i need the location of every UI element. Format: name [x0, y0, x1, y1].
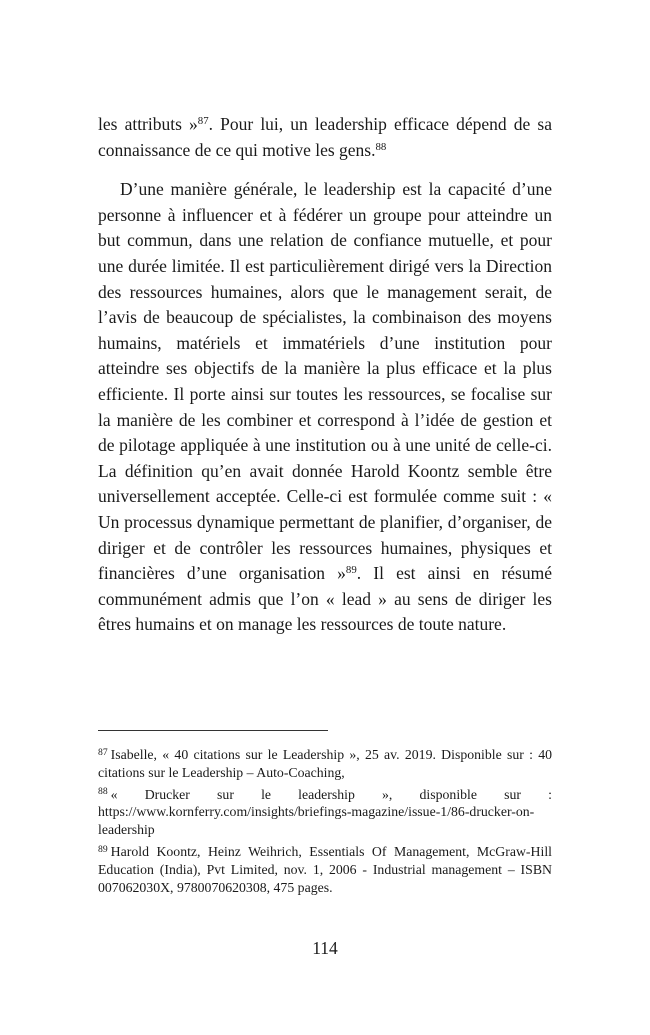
body-text [98, 112, 552, 638]
paragraph-1 [98, 112, 552, 163]
footnote-number: 87 [98, 746, 108, 758]
footnote-88 [98, 786, 552, 839]
footnote-text: Harold Koontz, Heinz Weihrich, Essentials Of Management, McGraw-Hill Education (India), Pvt Limited, nov. 1, 2006 - Industrial management – ISBN 007062030X, 9780070620308, 475 pages. [98, 843, 552, 895]
paragraph-1-text-a: les attributs » [98, 114, 198, 134]
footnote-89 [98, 843, 552, 896]
footnote-ref-88[interactable]: 88 [375, 140, 387, 153]
footnote-ref-89[interactable]: 89 [345, 564, 357, 577]
footnote-number: 88 [98, 786, 108, 798]
paragraph-2-text-a: D’une manière générale, le leadership est la capacité d’une personne à influencer et à fédérer un groupe pour atteindre un but commun, dans une relation de confiance mutuelle, et pour une durée limitée. Il est particulièrement dirigé vers la Direction des ressources humaines, alors que le management serait, de l’avis de beaucoup de spécialistes, la combinaison des moyens humains, matériels et immatériels d’une institution pour atteindre ses objectifs de la manière la plus efficace et la plus efficiente. Il porte ainsi sur toutes les ressources, se focalise sur la manière de les combiner et correspond à l’idée de gestion et de pilotage appliquée à une institution ou à une unité de celle-ci. La définition qu’en avait donnée Harold Koontz semble être universellement acceptée. Celle-ci est formulée comme suit : « Un processus dynamique permettant de planifier, d’organiser, de diriger et de contrôler les ressources humaines, physiques et financières d’une organisation » [98, 179, 552, 584]
footnote-ref-87[interactable]: 87 [197, 115, 209, 128]
footnote-text: Isabelle, « 40 citations sur le Leadership », 25 av. 2019. Disponible sur : 40 citations sur le Leadership – Auto-Coaching, [98, 747, 552, 780]
page-number: 114 [312, 938, 338, 958]
paragraph-2-text-b: . Il est ainsi en résumé communément admis que l’on « lead » au sens de diriger les êtres humains et on manage les ressources de toute nature. [98, 563, 552, 635]
footnotes [98, 746, 552, 900]
footnote-text[interactable]: « Drucker sur le leadership », disponible sur : https://www.kornferry.com/insights/briefings-magazine/issue-1/86-drucker-on-leadership [98, 786, 552, 838]
footnote-87 [98, 746, 552, 782]
footnote-separator [98, 730, 328, 731]
footnote-number: 89 [98, 843, 108, 855]
paragraph-1-text-b: . Pour lui, un leadership efficace dépend de sa connaissance de ce qui motive les gens. [98, 114, 552, 160]
paragraph-2 [98, 177, 552, 638]
